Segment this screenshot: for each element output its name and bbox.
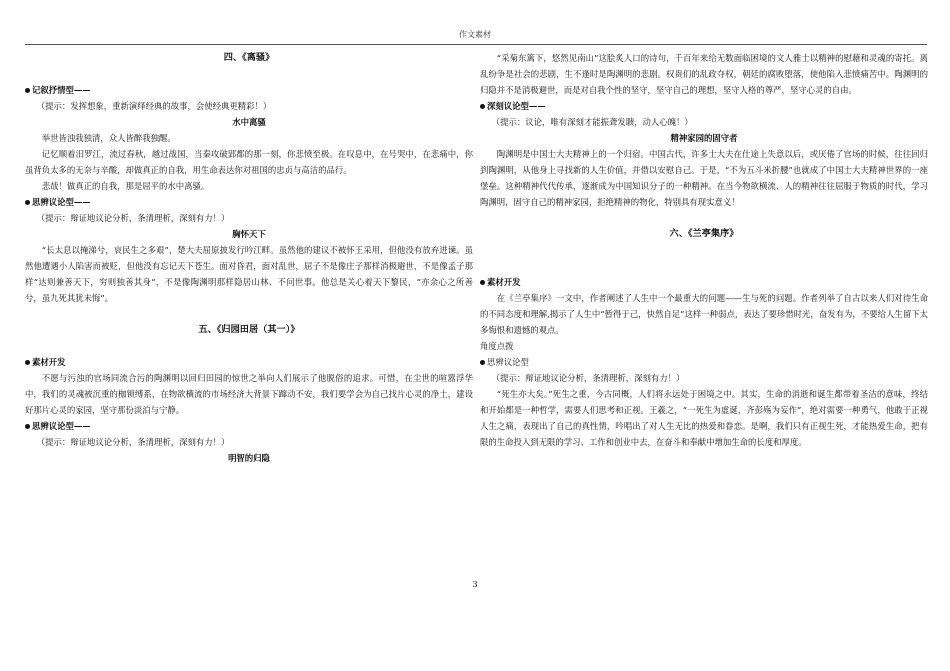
angle-label: 角度点拨 — [480, 341, 514, 351]
paragraph: 在《兰亭集序》一文中，作者阐述了人生中一个最重大的问题——生与死的问题。作者列举了自古以来人们对待生命的不同态度和理解,揭示了人生中“暂得于己，快然自足”这样一种弱点，表达了要珍惜时光，奋发有为，不要给人生留下太多悔恨和遗憾的观点。 — [480, 293, 928, 335]
paragraph: 记忆顺着汨罗江，流过春秋，越过战国，当秦攻破郢都的那一刻，你悲愤至极。在叹息中，在号哭中，在悲痛中，你虽背负太多的无奈与辛酸，却做真正的自我，用生命表达你对祖国的忠贞与高洁的品行。 — [25, 149, 473, 175]
paragraph: “长太息以掩涕兮，哀民生之多艰”，楚大夫屈原披发行吟江畔。虽然他的建议不被怀王采用，但他没有放弃进谏。虽然他遭遇小人陷害而被贬，但他没有忘记天下苍生。面对昏君，面对乱世，屈子不是像庄子那样消极避世，不是像孟子那样“达则兼善天下，穷则独善其身”，不是像陶渊明那样隐居山林、不问世事。他总是关心着天下黎民，“亦余心之所善兮，虽九死其犹未悔”。 — [25, 245, 473, 303]
hint-text: （提示：辩证地议论分析，条清理析，深刻有力！） — [36, 213, 230, 223]
right-column — [480, 50, 928, 450]
bullet-dot-icon — [25, 200, 30, 205]
bullet-dot-icon — [480, 360, 485, 365]
bullet-argument: 思辨议论型 — [480, 354, 928, 370]
paragraph: 悲哉！做真正的自我，那是屈平的水中离骚。 — [41, 181, 210, 191]
hint-text: （提示：发挥想象，重新演绎经典的故事，会使经典更精彩！） — [36, 101, 272, 111]
paragraph: 举世皆浊我独清，众人皆醉我独醒。 — [41, 133, 176, 143]
hint-text: （提示：辩证地议论分析，条清理析，深刻有力！） — [491, 373, 685, 383]
section-title-guiyuan: 五、《归园田居（其一）》 — [198, 324, 300, 335]
essay-title: 胸怀天下 — [232, 229, 266, 239]
page-header: 作文素材 — [459, 30, 491, 39]
essay-title: 明智的归隐 — [228, 453, 270, 463]
bullet-dot-icon — [25, 88, 30, 93]
section-title-lisao: 四、《离骚》 — [223, 52, 275, 63]
left-column — [25, 50, 473, 466]
essay-title: 水中离骚 — [232, 117, 266, 127]
paragraph: 不愿与污浊的官场同流合污的陶渊明以回归田园的惊世之举向人们展示了他脱俗的追求。可惜，在尘世的喧嚣浮华中，我们的灵魂被沉重的枷锁缚系，在物欲横流的市场经济大背景下蹿动不安，我们要学会为自己找片心灵的净土，建设好那片心灵的家园，坚守那份淡泊与宁静。 — [25, 373, 473, 415]
bullet-deep-argument: 深刻议论型—— — [480, 98, 928, 114]
bullet-material: 素材开发 — [480, 274, 928, 290]
bullet-argument: 思辨议论型—— — [25, 418, 473, 434]
bullet-argument: 思辨议论型—— — [25, 194, 473, 210]
header-divider — [25, 44, 927, 45]
bullet-narrative: 记叙抒情型—— — [25, 82, 473, 98]
essay-title: 精神家园的固守者 — [670, 133, 738, 143]
hint-text: （提示：议论，唯有深刻才能振聋发聩，动人心魄！） — [491, 117, 693, 127]
paragraph: “采菊东篱下，悠然见南山”这脍炙人口的诗句，千百年来给无数面临困境的文人雅士以精神的慰藉和灵魂的寄托。离乱纷争是社会的悲剧，生不逢时是陶渊明的悲剧。权贵们的乱政夺权，朝廷的腐败堕落，使他陷入悲愤痛苦中。陶渊明的归隐并不是消极避世，而是对自我个性的坚守，坚守自己的理想，坚守人格的尊严，坚守心灵的自由。 — [480, 53, 928, 95]
bullet-material: 素材开发 — [25, 354, 473, 370]
paragraph: 陶渊明是中国士大夫精神上的一个归宿。中国古代，许多士大夫在仕途上失意以后，或厌倦了官场的时候，往往回归到陶渊明，从他身上寻找新的人生价值，并借以安慰自己。于是，“不为五斗米折腰”也就成了中国士大夫精神世界的一座堡垒。这种精神代代传承，逐渐成为中国知识分子的一种精神。在当今物欲横流、人的精神往往屈服于物质的时代，学习陶渊明，固守自己的精神家园，拒绝精神的物化，特别具有现实意义！ — [480, 149, 928, 207]
bullet-dot-icon — [25, 424, 30, 429]
bullet-dot-icon — [25, 360, 30, 365]
section-title-lanting: 六、《兰亭集序》 — [669, 228, 739, 239]
hint-text: （提示：辩证地议论分析，条清理析，深刻有力！） — [36, 437, 230, 447]
bullet-dot-icon — [480, 280, 485, 285]
paragraph: “死生亦大矣。”死生之重，今古同概，人们将永远处于困境之中。其实，生命的消逝和诞生都带着圣洁的意味，终结和开始都是一种哲学，需要人们思考和正视。王羲之，“一死生为虚诞，齐彭殇为妄作”，绝对需要一种勇气，他敢于正视人生之痛，表现出了自己的真性情，吟唱出了对人生无比的热爱和眷恋。是啊，我们只有正视生死，才能热爱生命，把有限的生命投入到无限的学习、工作和创业中去，在奋斗和奉献中增加生命的长度和厚度。 — [480, 389, 928, 447]
bullet-dot-icon — [480, 104, 485, 109]
page-number: 3 — [472, 580, 478, 589]
